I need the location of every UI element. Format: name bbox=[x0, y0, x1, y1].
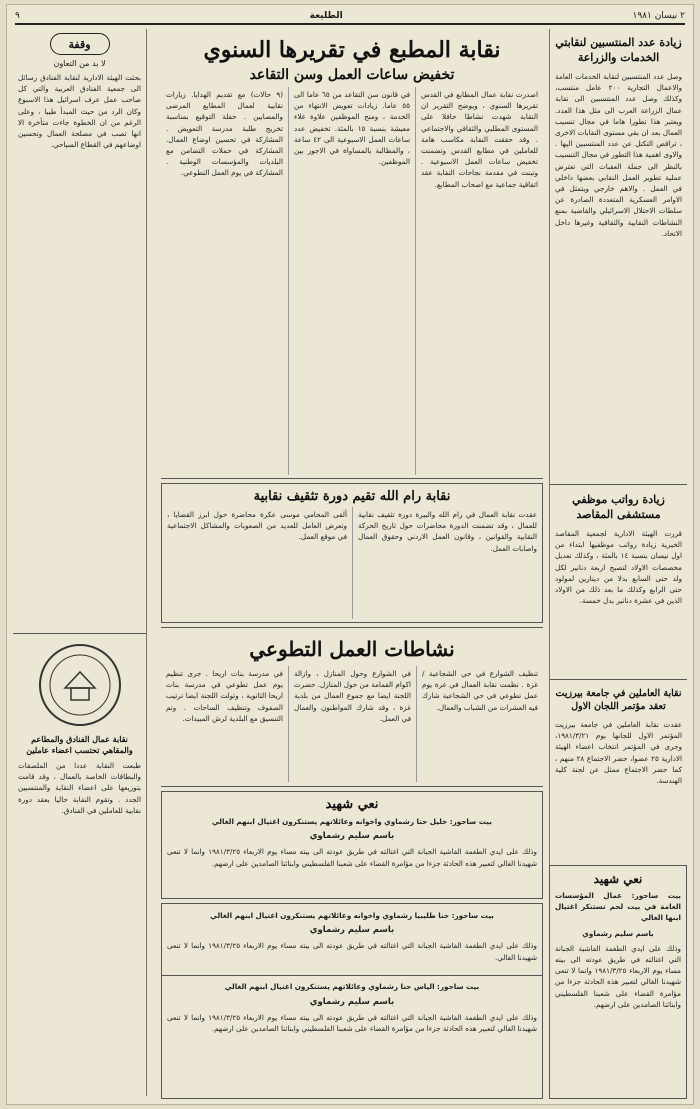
union-body: طبعت النقابة عددا من الملصقات والبطاقات الخاصة بالعمال ، وقد قامت بتوزيعها على اعضاء النقابة والمنتسبين الجدد . وتقوم النقابة حاليا بعقد دورة نقابية للعاملين في الفنادق. bbox=[18, 761, 141, 815]
obituary-2 bbox=[549, 865, 687, 1099]
union-logo bbox=[37, 642, 123, 728]
wagfa-badge bbox=[50, 33, 110, 55]
volunteer-col3: في مدرسة بنات اريحا . جرى تنظيم يوم عمل تطوعي في مدرسة بنات اريحا الثانوية ، وتولت اللجنة ايضا ترتيب الصفوف وتنظيف الساحات . وتم التنسيق مع البلدية لرش المبيدات. bbox=[166, 669, 283, 723]
wagfa-subtitle: لا بد من التعاون bbox=[53, 59, 106, 68]
headline-salaries: زيادة رواتب موظفي مستشفى المقاصد bbox=[572, 493, 665, 521]
obitb-name2: باسم سليم رشماوي bbox=[309, 996, 395, 1007]
main-article bbox=[161, 29, 543, 479]
obituary-1 bbox=[161, 791, 543, 899]
page-header bbox=[15, 9, 685, 25]
headline-birzeit: نقابة العاملين في جامعة بيرزيت تعقد مؤتمر اللجان الاول bbox=[555, 688, 682, 712]
wagfa-title: وقفة bbox=[68, 37, 91, 51]
obit1-title: نعي شهيد bbox=[325, 797, 379, 812]
volunteer-col1: تنظيف الشوارع في حي الشجاعية / غزة . نظمت نقابة العمال في غزة يوم عمل تطوعي في حي الشجاعية شارك فيه العشرات من الشباب والعمال. bbox=[416, 666, 543, 782]
main-body-col3: (٩ حالات) مع تقديم الهدايا. زيارات نقابية لعمال المطابع المرضى والمصابين . حفلة التوقيع بمناسبة تخريج طلبة مدرسة التعويض . المشاركة في تحسين اوضاع العمال. المشاركة في حملات التضامن مع البلديات والمؤسسات الوطنية . المشاركة في يوم العمل التطوعي. bbox=[166, 90, 283, 178]
ramallah-headline: نقابة رام الله تقيم دورة تثقيف نقابية bbox=[253, 489, 451, 504]
obitb-body2: وذلك على ايدي الطغمة الفاشية الجبانة التي اغتالته في طريق عودته الى بيته مساء يوم الاربعاء ١٩٨١/٣/٢٥ وانما لا تنعى شهيدنا الغالي لتعبير هذه الحادثة جزءا من مؤامرة القضاء على شعبنا الفلسطيني وابنائنا الصامدين على ارضهم. bbox=[167, 1012, 537, 1034]
union-caption: نقابة عمال الفنادق والمطاعم والمقاهي تحتسب اعضاء عاملين bbox=[26, 734, 133, 755]
ramallah-body: عقدت نقابة العمال في رام الله والبيرة دورة تثقيف نقابية للعمال ، وقد تضمنت الدورة محاضرات حول تاريخ الحركة النقابية والقوانين ، وقانون العمل الاردني وحقوق العمال واصابات العمل. bbox=[352, 507, 542, 619]
volunteer-title: نشاطات العمل التطوعي bbox=[249, 637, 455, 661]
section-name: الطليعة bbox=[309, 11, 343, 21]
union-seal-icon bbox=[37, 642, 123, 728]
newspaper-page bbox=[6, 4, 694, 1105]
volunteer-section bbox=[161, 627, 543, 787]
volunteer-col2: في الشوارع وحول المنازل ، وازالة اكوام القمامة من حول المنازل. حضرت اللجنة ايضا مع جموع العمال من بلدية غزة ، وقد شارك المواطنون والعمال في العمل. bbox=[288, 666, 416, 782]
obituary-bottom bbox=[161, 903, 543, 1099]
ramallah-body2: ألقى المحامي موسى عكرة محاضرة حول ابرز القضايا ، وتعرض العامل للعديد من الصعوبات والمشاكل الاجتماعية في موقع العمل. bbox=[167, 510, 347, 542]
obitb-body1: وذلك على ايدي الطغمة الفاشية الجبانة التي اغتالته في طريق عودته الى بيته مساء يوم الاربعاء ١٩٨١/٣/٢٥ وانما لا تنعى شهيدنا الغالي. bbox=[167, 941, 537, 962]
headline-membership: زيادة عدد المنتسبين لنقابتي الخدمات والزراعة bbox=[555, 36, 682, 64]
obit2-name: باسم سليم رشماوي bbox=[582, 928, 654, 938]
page-number: ٩ bbox=[15, 11, 20, 21]
obit1-lead: بيت ساحور: خليل حنا رشماوي واخوانه وعائلاتهم يستنكرون اغتيال ابنهم الغالي bbox=[212, 817, 492, 826]
main-body-col1: اصدرت نقابة عمال المطابع في القدس تقريرها السنوي ، ويوضح التقرير ان النقابة شهدت نشاطا حافلا على المستوى المطلبي والثقافي والاجتماعي . وقد حققت النقابة مكاسب هامة للعاملين في مطابع القدس وتضمنت تخفيض ساعات العمل الاسبوعية . وتبنت في مقدمة نجاحات النقابة عقد اتفاقية جماعية مع اصحاب المطابع. bbox=[415, 87, 543, 475]
obit2-title: نعي شهيد bbox=[593, 872, 643, 886]
salaries-body: قررت الهيئة الادارية لجمعية المقاصد الخيرية زيادة رواتب موظفيها ابتداء من اول نيسان بنسبة ١٤ بالمئة ، وكذلك تعديل مخصصات الاولاد لتصبح اربعة دنانير لكل ولد حتى السابع بدلا من دينارين لمولود حتى الرابع وكذلك ما بعد ذلك من الاولاد الذين في عشرة دنانير بدل خمسة. bbox=[555, 529, 682, 606]
issue-date: ٢ نيسان ١٩٨١ bbox=[632, 11, 685, 21]
obitb-name1: باسم سليم رشماوي bbox=[309, 925, 395, 936]
obit2-body: وذلك على ايدي الطغمة الفاشية الجبانة التي اغتالته في طريق عودته الى بيته مساء يوم الاربعاء ١٩٨١/٣/٢٥ وانما لا تنعى شهيدنا الغالي لتعبير هذه الحادثة جزءا من مؤامرة القضاء على شعبنا الفلسطيني وابنائنا الصامدين على ارضهم. bbox=[555, 943, 681, 1009]
obitb-lead1: بيت ساحور: حنا طليبيا رشماوي واخوانه وعائلاتهم يستنكرون اغتيال ابنهم الغالي bbox=[210, 911, 494, 920]
obitb-lead2: بيت ساحور: الياس حنا رشماوي وعائلاتهم يستنكرون اغتيال ابنهم الغالي bbox=[224, 982, 480, 992]
obit1-name: باسم سليم رشماوي bbox=[309, 831, 395, 842]
main-body-col2: في قانون سن التقاعد من ٦٥ عاما الى ٥٥ عاما. زيادات تعويض الانتهاء من الخدمة ، ومنح الموظفين علاوة غلاء معيشة بنسبة ١٥ بالمئة. تخفيض عدد ساعات العمل الاسبوعية الى ٤٢ ساعة ، والمطالبة بالمساواة في الاجور بين الموظفين. bbox=[288, 87, 415, 475]
obit1-body: وذلك على ايدي الطغمة الفاشية الجبانة التي اغتالته في طريق عودته الى بيته مساء يوم الاربعاء ١٩٨١/٣/٢٥ وانما لا تنعى شهيدنا الغالي لتعبير هذه الحادثة جزءا من مؤامرة القضاء على شعبنا الفلسطيني وابنائنا الصامدين على ارضهم. bbox=[167, 847, 537, 868]
ramallah-box bbox=[161, 483, 543, 623]
main-subheadline: تخفيض ساعات العمل وسن التقاعد bbox=[249, 67, 455, 83]
main-headline: نقابة المطبع في تقريرها السنوي bbox=[203, 37, 501, 63]
birzeit-body: عقدت نقابة العاملين في جامعة بيرزيت المؤتمر الاول للجانها يوم ١٩٨١/٣/٢١، وجرى في المؤتمر انتخاب اعضاء الهيئة الادارية ٢٥ عضوا، حضر الاجتماع ٢٨ منهم ، كما حضر الاجتماع ممثل عن لجنة كلية الهندسة. bbox=[555, 720, 682, 786]
left-column bbox=[13, 29, 147, 1096]
obit2-lead: بيت ساحور: عمال المؤسسات العامة في بيت لحم تستنكر اغتيال ابنها الغالي bbox=[555, 891, 681, 923]
membership-body: وصل عدد المنتسبين لنقابة الخدمات العامة والاعمال التجارية ٢٠٠ عامل منتسب، وكذلك وصل عدد المنتسبين الى نقابة عمال الزراعة العرب الى مثل هذا العدد. ويعتبر هذا تطورا هاما في مجال تنسيب العمال بعد ان بقي مستوى النقابات الاخرى ، تراقص التكتل عن عدد المنتسبين اليها . والاوى اهمية هذا التطور في مجال التنسيب بالنظر الى جملة العقبات التي تعترض عملية تطوير العمل النقابي بعضها داخلي في العمل . والاهم خارجي ويتمثل في الاوامر العسكرية المتعددة الصادرة عن سلطات الاحتلال الاسرائيلي والقاضية بمنع النشاطات النقابية والثقافية وغيرها داخل الاتحاد. bbox=[555, 72, 682, 238]
wagfa-body: بحثت الهيئة الادارية لنقابة الفنادق رسائل الى جمعية الفنادق العربية والتي كل صاحب عمل عرف اسرائيل هذا الاسبوع وكان الرد من حيث المبدأ طيبا ، وعلى الرغم من ان الخطوة جاءت متأخرة الا انها تصب في مصلحة العمال وتحسين اوضاعهم في القطاع السياحي. bbox=[18, 73, 141, 150]
